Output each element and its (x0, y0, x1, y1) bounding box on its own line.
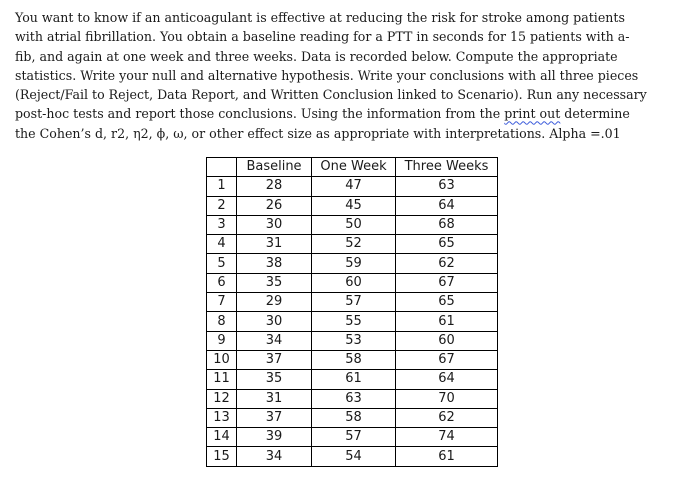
index-cell: 10 (207, 350, 237, 369)
index-cell: 2 (207, 196, 237, 215)
three-weeks-cell: 62 (396, 254, 498, 273)
three-weeks-cell: 74 (396, 428, 498, 447)
table-row (207, 293, 498, 312)
index-cell: 5 (207, 254, 237, 273)
one-week-cell: 58 (312, 350, 396, 369)
one-week-cell: 52 (312, 235, 396, 254)
problem-line-6 (15, 104, 685, 123)
baseline-cell: 30 (237, 215, 312, 234)
three-weeks-cell: 68 (396, 215, 498, 234)
table-row (207, 408, 498, 427)
one-week-cell: 63 (312, 389, 396, 408)
one-week-cell: 60 (312, 273, 396, 292)
baseline-cell: 39 (237, 428, 312, 447)
table-row (207, 254, 498, 273)
baseline-cell: 28 (237, 177, 312, 196)
three-weeks-cell: 61 (396, 447, 498, 466)
problem-line-7: the Cohen’s d, r2, η2, ϕ, ω, or other effect size as appropriate with interpretations. Alpha =.01 (15, 125, 621, 141)
table-row (207, 273, 498, 292)
spellcheck-underlined-text[interactable]: print out (504, 106, 561, 122)
index-cell: 15 (207, 447, 237, 466)
table-row (207, 215, 498, 234)
problem-line-4: statistics. Write your null and alternative hypothesis. Write your conclusions with all three pieces (15, 67, 639, 83)
baseline-cell: 31 (237, 389, 312, 408)
baseline-cell: 34 (237, 331, 312, 350)
header-baseline: Baseline (237, 158, 312, 177)
table-header-row (207, 158, 498, 177)
three-weeks-cell: 70 (396, 389, 498, 408)
problem-line-6-start: post-hoc tests and report those conclusions. Using the information from the (15, 106, 505, 122)
one-week-cell: 45 (312, 196, 396, 215)
header-three-weeks: Three Weeks (396, 158, 498, 177)
three-weeks-cell: 63 (396, 177, 498, 196)
baseline-cell: 38 (237, 254, 312, 273)
header-one-week: One Week (312, 158, 396, 177)
index-cell: 11 (207, 370, 237, 389)
table-row (207, 389, 498, 408)
problem-line-2: with atrial fibrillation. You obtain a baseline reading for a PTT in seconds for 15 patients with a- (15, 29, 630, 45)
three-weeks-cell: 64 (396, 196, 498, 215)
index-cell: 7 (207, 293, 237, 312)
index-cell: 12 (207, 389, 237, 408)
one-week-cell: 58 (312, 408, 396, 427)
index-cell: 6 (207, 273, 237, 292)
one-week-cell: 59 (312, 254, 396, 273)
three-weeks-cell: 65 (396, 235, 498, 254)
data-table (206, 157, 498, 467)
baseline-cell: 35 (237, 370, 312, 389)
problem-line-6-end: determine (560, 106, 630, 122)
baseline-cell: 34 (237, 447, 312, 466)
table-row (207, 428, 498, 447)
index-cell: 3 (207, 215, 237, 234)
baseline-cell: 35 (237, 273, 312, 292)
index-cell: 13 (207, 408, 237, 427)
index-cell: 4 (207, 235, 237, 254)
index-cell: 8 (207, 312, 237, 331)
index-cell: 1 (207, 177, 237, 196)
three-weeks-cell: 61 (396, 312, 498, 331)
problem-line-1: You want to know if an anticoagulant is effective at reducing the risk for stroke among patients (15, 10, 625, 25)
problem-statement (15, 8, 685, 143)
one-week-cell: 50 (312, 215, 396, 234)
table-row (207, 331, 498, 350)
three-weeks-cell: 67 (396, 350, 498, 369)
index-cell: 14 (207, 428, 237, 447)
problem-line-3: fib, and again at one week and three weeks. Data is recorded below. Compute the appropriate (15, 48, 618, 64)
one-week-cell: 54 (312, 447, 396, 466)
one-week-cell: 53 (312, 331, 396, 350)
baseline-cell: 37 (237, 408, 312, 427)
table-row (207, 370, 498, 389)
one-week-cell: 57 (312, 293, 396, 312)
baseline-cell: 30 (237, 312, 312, 331)
table-row (207, 447, 498, 466)
table-row (207, 177, 498, 196)
baseline-cell: 26 (237, 196, 312, 215)
header-index (207, 158, 237, 177)
baseline-cell: 31 (237, 235, 312, 254)
one-week-cell: 61 (312, 370, 396, 389)
three-weeks-cell: 62 (396, 408, 498, 427)
one-week-cell: 57 (312, 428, 396, 447)
one-week-cell: 55 (312, 312, 396, 331)
three-weeks-cell: 60 (396, 331, 498, 350)
baseline-cell: 37 (237, 350, 312, 369)
one-week-cell: 47 (312, 177, 396, 196)
three-weeks-cell: 64 (396, 370, 498, 389)
problem-line-5: (Reject/Fail to Reject, Data Report, and Written Conclusion linked to Scenario). Run any necessary (15, 87, 647, 103)
table-row (207, 196, 498, 215)
table-row (207, 312, 498, 331)
index-cell: 9 (207, 331, 237, 350)
table-row (207, 350, 498, 369)
baseline-cell: 29 (237, 293, 312, 312)
three-weeks-cell: 67 (396, 273, 498, 292)
three-weeks-cell: 65 (396, 293, 498, 312)
table-row (207, 235, 498, 254)
